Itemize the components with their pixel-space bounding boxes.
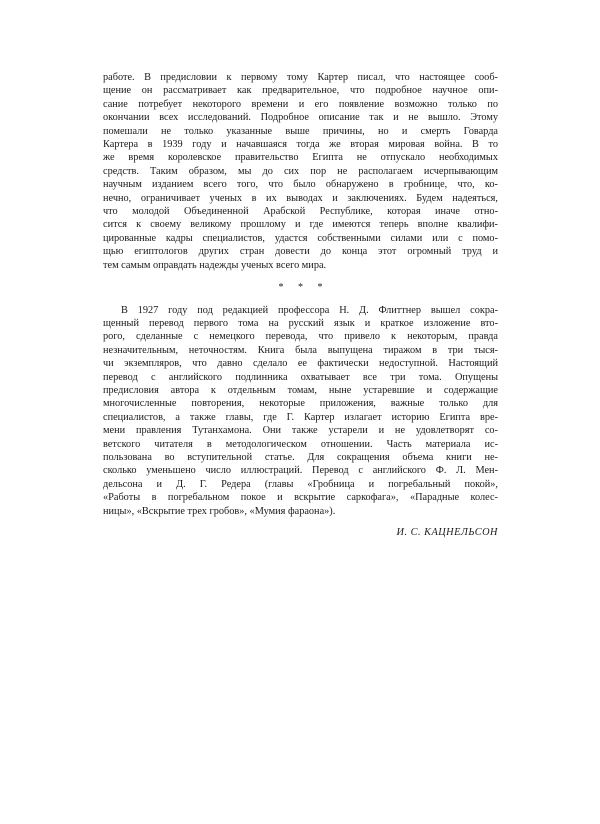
text-line: работе. В предисловии к первому тому Картер писал, что настоящее сооб- xyxy=(103,72,498,83)
text-line: щение он рассматривает как предварительное, что подробное научное опи- xyxy=(103,85,498,97)
text-line: тем самым оправдать надежды ученых всего мира. xyxy=(103,259,327,271)
text-line: Картера в 1939 году и начавшаяся тогда же вторая мировая война. В то xyxy=(103,139,498,151)
text-line: дельсона и Д. Г. Редера (главы «Гробница и погребальный покой», xyxy=(103,478,498,490)
text-line: многочисленные повторения, некоторые приложения, важные только для xyxy=(103,398,498,410)
paragraph-1 xyxy=(103,71,498,272)
text-line: мени правления Тутанхамона. Они также устарели и не удовлетворят со- xyxy=(103,425,498,437)
text-line: специалистов, а также главы, где Г. Картер излагает историю Египта вре- xyxy=(103,411,498,423)
text-line: чи экземпляров, что давно сделало ее фактически недоступной. Настоящий xyxy=(103,358,498,370)
text-line: помешали не только указанные выше причины, но и смерть Говарда xyxy=(103,125,498,137)
text-line: сится к своему великому прошлому и где имеются теперь вполне квалифи- xyxy=(103,219,498,231)
text-line: пользована во вступительной статье. Для сокращения объема книги не- xyxy=(103,451,498,463)
text-line: средств. Таким образом, мы до сих пор не располагаем исчерпывающим xyxy=(103,165,498,177)
author-signature: И. С. КАЦНЕЛЬСОН xyxy=(396,527,498,538)
document-page xyxy=(103,71,498,539)
text-line: сание потребует некоторого времени и его появление возможно только по xyxy=(103,98,498,110)
text-line: же время королевское правительство Египта не отпускало необходимых xyxy=(103,152,498,164)
text-line: В 1927 году под редакцией профессора Н. Д. Флиттнер вышел сокра- xyxy=(121,304,498,316)
text-line: перевод с английского подлинника охватывает все три тома. Опущены xyxy=(103,371,498,383)
text-line: что молодой Объединенной Арабской Республике, которая иначе отно- xyxy=(103,206,498,218)
text-line: «Работы в погребальном покое и вскрытие саркофага», «Парадные колес- xyxy=(103,492,498,504)
section-separator: * * * xyxy=(278,282,329,294)
text-line: окончании всех исследований. Подробное описание так и не вышло. Этому xyxy=(103,112,498,124)
text-line: ветского читателя в методологическом отношении. Часть материала ис- xyxy=(103,438,498,450)
text-line: нечно, ограничивает ученых в их выводах и заключениях. Будем надеяться, xyxy=(103,192,498,204)
text-line: щенный перевод первого тома на русский язык и краткое изложение вто- xyxy=(103,317,498,329)
paragraph-2 xyxy=(103,304,498,519)
text-line: незначительным, неточностям. Книга была выпущена тиражом в три тыся- xyxy=(103,344,498,356)
text-line: ницы», «Вскрытие трех гробов», «Мумия фараона»). xyxy=(103,505,336,517)
text-line: сколько уменьшено число иллюстраций. Перевод с английского Ф. Л. Мен- xyxy=(103,465,498,477)
text-line: научным изданием всего того, что было обнаружено в гробнице, что, ко- xyxy=(103,179,498,191)
text-line: рого, сделанные с немецкого перевода, что привело к некоторым, правда xyxy=(103,331,498,343)
text-line: щью египтологов других стран довести до конца этот огромный труд и xyxy=(103,246,498,258)
text-line: цированные кадры специалистов, удастся собственными силами или с помо- xyxy=(103,232,498,244)
text-line: предисловия автора к отдельным томам, ныне устаревшие и содержащие xyxy=(103,384,498,396)
